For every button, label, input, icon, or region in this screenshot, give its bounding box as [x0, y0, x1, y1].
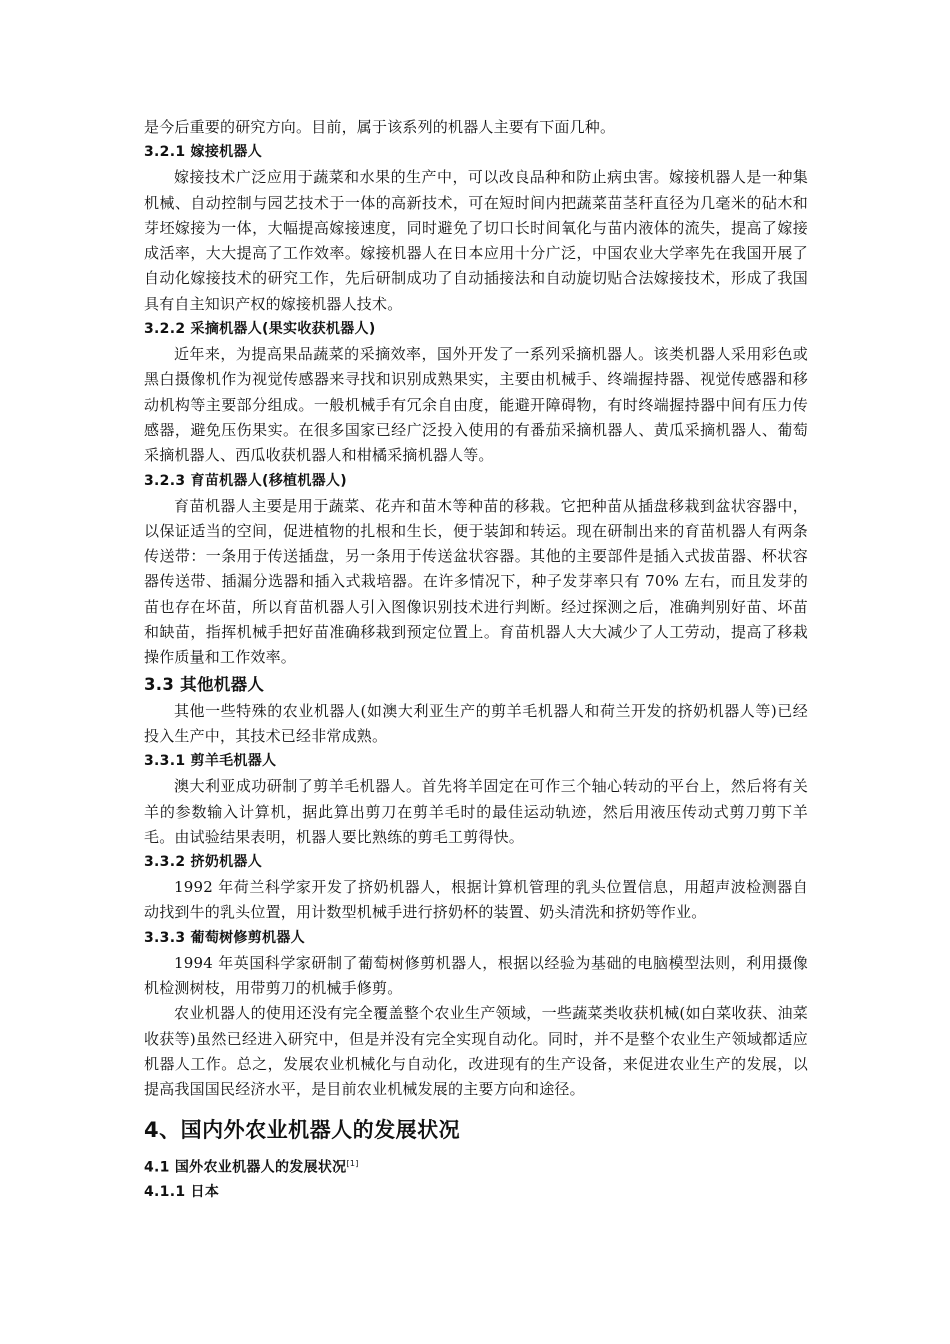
paragraph-shearing: 澳大利亚成功研制了剪羊毛机器人。首先将羊固定在可作三个轴心转动的平台上，然后将有关羊的参数输入计算机，据此算出剪刀在剪羊毛时的最佳运动轨迹，然后用液压传动式剪刀剪下羊毛。由试验结果表明，机器人要比熟练的剪毛工剪得快。 [144, 777, 808, 846]
heading-3-3-1: 3.3.1 剪羊毛机器人 [144, 753, 277, 770]
heading-3-3: 3.3 其他机器人 [144, 674, 265, 694]
paragraph-summary: 农业机器人的使用还没有完全覆盖整个农业生产领域，一些蔬菜类收获机械(如白菜收获、油菜收获等)虽然已经进入研究中，但是并没有完全实现自动化。同时，并不是整个农业生产领域都适应机器人工作。总之，发展农业机械化与自动化，改进现有的生产设备，来促进农业生产的发展，以提高我国国民经济水平，是目前农业机械发展的主要方向和途径。 [144, 1004, 808, 1099]
heading-3-2-2: 3.2.2 采摘机器人(果实收获机器人) [144, 321, 376, 338]
heading-4-1 [144, 1151, 808, 1181]
paragraph-picking: 近年来，为提高果品蔬菜的采摘效率，国外开发了一系列采摘机器人。该类机器人采用彩色或黑白摄像机作为视觉传感器来寻找和识别成熟果实，主要由机械手、终端握持器、视觉传感器和移动机构等主要部分组成。一般机械手有冗余自由度，能避开障碍物，有时终端握持器中间有压力传感器，避免压伤果实。在很多国家已经广泛投入使用的有番茄采摘机器人、黄瓜采摘机器人、葡萄采摘机器人、西瓜收获机器人和柑橘采摘机器人等。 [144, 345, 808, 465]
paragraph-seedling: 育苗机器人主要是用于蔬菜、花卉和苗木等种苗的移栽。它把种苗从插盘移栽到盆状容器中，以保证适当的空间，促进植物的扎根和生长，便于装卸和转运。现在研制出来的育苗机器人有两条传送带：一条用于传送插盘，另一条用于传送盆状容器。其他的主要部件是插入式拔苗器、杯状容器传送带、插漏分选器和插入式栽培器。在许多情况下，种子发芽率只有 70% 左右，而且发芽的苗也存在坏苗，所以育苗机器人引入图像识别技术进行判断。经过探测之后，准确判别好苗、坏苗和缺苗，指挥机械手把好苗准确移栽到预定位置上。育苗机器人大大减少了人工劳动，提高了移栽操作质量和工作效率。 [144, 496, 808, 667]
paragraph-milking: 1992 年荷兰科学家开发了挤奶机器人，根据计算机管理的乳头位置信息，用超声波检测器自动找到牛的乳头位置，用计数型机械手进行挤奶杯的装置、奶头清洗和挤奶等作业。 [144, 878, 808, 922]
paragraph-grafting: 嫁接技术广泛应用于蔬菜和水果的生产中，可以改良品种和防止病虫害。嫁接机器人是一种集机械、自动控制与园艺技术于一体的高新技术，可在短时间内把蔬菜苗茎秆直径为几毫米的砧木和芽坯嫁接为一体，大幅提高嫁接速度，同时避免了切口长时间氧化与苗内液体的流失，提高了嫁接成活率，大大提高了工作效率。嫁接机器人在日本应用十分广泛，中国农业大学率先在我国开展了自动化嫁接技术的研究工作，先后研制成功了自动插接法和自动旋切贴合法嫁接技术，形成了我国具有自主知识产权的嫁接机器人技术。 [144, 168, 808, 313]
paragraph-pruning: 1994 年英国科学家研制了葡萄树修剪机器人，根据以经验为基础的电脑模型法则，利用摄像机检测树枝，用带剪刀的机械手修剪。 [144, 953, 808, 998]
document-page [144, 115, 808, 1205]
heading-3-3-3: 3.3.3 葡萄树修剪机器人 [144, 929, 305, 946]
heading-3-2-3: 3.2.3 育苗机器人(移植机器人) [144, 472, 347, 489]
heading-section-4: 4、国内外农业机器人的发展状况 [144, 1117, 461, 1142]
heading-4-1-1: 4.1.1 日本 [144, 1184, 220, 1201]
paragraph-intro: 是今后重要的研究方向。目前，属于该系列的机器人主要有下面几种。 [144, 118, 616, 136]
heading-3-2-1: 3.2.1 嫁接机器人 [144, 144, 263, 161]
heading-4-1-text: 4.1 国外农业机器人的发展状况 [144, 1159, 347, 1176]
paragraph-other-robots: 其他一些特殊的农业机器人(如澳大利亚生产的剪羊毛机器人和荷兰开发的挤奶机器人等)已经投入生产中，其技术已经非常成熟。 [144, 701, 808, 745]
heading-3-3-2: 3.3.2 挤奶机器人 [144, 854, 263, 871]
citation-marker[interactable]: [1] [346, 1158, 359, 1168]
